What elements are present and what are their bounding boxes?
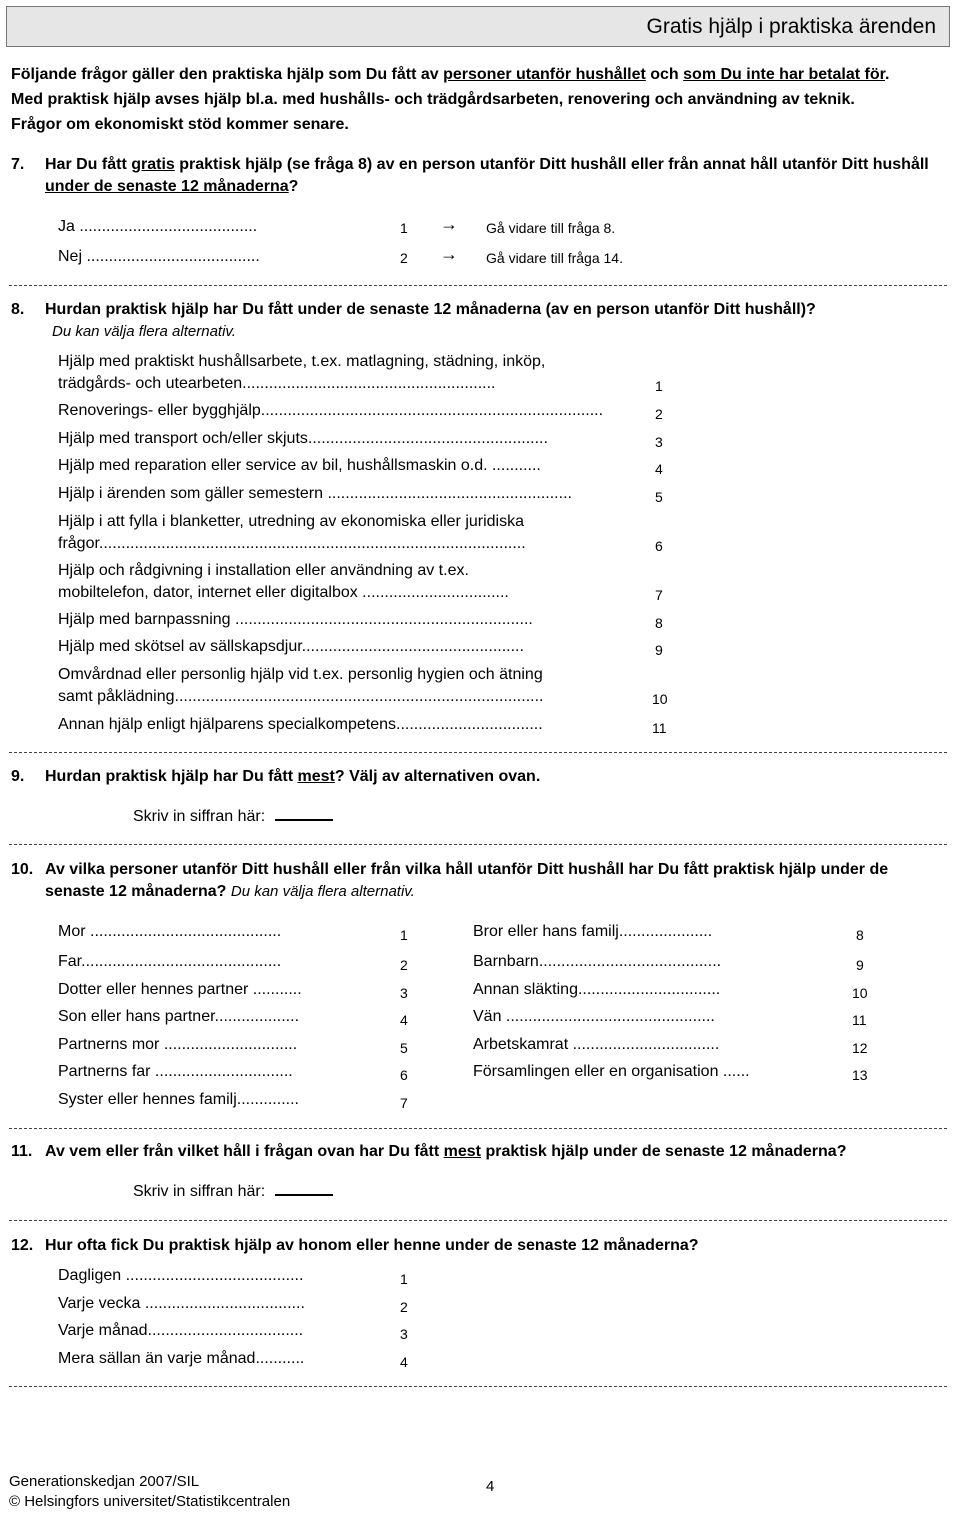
q11-answer-line[interactable] (275, 1184, 333, 1196)
q7-option-ja: Ja ........................................ (58, 218, 258, 235)
q10-code-7[interactable]: 7 (400, 1095, 408, 1111)
q10-option-5: Partnerns mor .............................. (58, 1036, 298, 1053)
q8-option-10-line2: samt påklädning................................................................................... (58, 688, 544, 705)
page-number: 4 (486, 1478, 495, 1495)
q10-code-6[interactable]: 6 (400, 1067, 408, 1083)
question-9-text: Hurdan praktisk hjälp har Du fått mest? Välj av alternativen ovan. (45, 768, 541, 785)
q12-option-4: Mera sällan än varje månad........... (58, 1350, 305, 1367)
q8-code-6[interactable]: 6 (655, 538, 663, 554)
arrow-right-icon: → (440, 244, 458, 264)
q8-option-4: Hjälp med reparation eller service av bil, hushållsmaskin o.d. ........... (58, 457, 541, 474)
q8-option-9: Hjälp med skötsel av sällskapsdjur.................................................. (58, 638, 524, 655)
q8-code-9[interactable]: 9 (655, 642, 663, 658)
question-7-number: 7. (11, 156, 25, 173)
q8-option-7-line1: Hjälp och rådgivning i installation eller användning av t.ex. (58, 562, 469, 579)
q7-code-2[interactable]: 2 (400, 250, 408, 266)
q8-option-8: Hjälp med barnpassning ................................................................... (58, 611, 533, 628)
q11-write-label: Skriv in siffran här: (133, 1183, 266, 1200)
q10-code-10[interactable]: 10 (852, 985, 868, 1001)
intro-line-1: Följande frågor gäller den praktiska hjälp som Du fått av personer utanför hushållet och som Du inte har betalat för. (11, 66, 890, 83)
q7-code-1[interactable]: 1 (400, 220, 408, 236)
divider (9, 1128, 947, 1129)
q7-option-nej: Nej ....................................... (58, 248, 260, 265)
page-header (6, 6, 950, 47)
q8-code-11[interactable]: 11 (652, 720, 667, 736)
q10-option-8: Bror eller hans familj..................... (473, 923, 713, 940)
question-7-text: Har Du fått gratis praktisk hjälp (se fråga 8) av en person utanför Ditt hushåll eller från annat håll utanför Ditt hushåll under de senaste 12 månaderna? (45, 156, 929, 195)
q10-option-2: Far............................................. (58, 953, 282, 970)
q10-code-2[interactable]: 2 (400, 957, 408, 973)
q10-code-5[interactable]: 5 (400, 1040, 408, 1056)
q10-code-11[interactable]: 11 (852, 1012, 867, 1028)
q9-write-label: Skriv in siffran här: (133, 808, 266, 825)
footer-line-1: Generationskedjan 2007/SIL (9, 1473, 200, 1490)
question-10-text: Av vilka personer utanför Ditt hushåll eller från vilka håll utanför Ditt hushåll har Du fått praktisk hjälp under de senaste 12 månaderna? Du kan välja flera alternativ. (45, 861, 889, 900)
question-8-number: 8. (11, 301, 25, 318)
footer-line-2: © Helsingfors universitet/Statistikcentralen (9, 1493, 291, 1510)
intro-line-3: Frågor om ekonomiskt stöd kommer senare. (11, 116, 349, 133)
intro-line-2: Med praktisk hjälp avses hjälp bl.a. med hushålls- och trädgårdsarbeten, renovering och användning av teknik. (11, 91, 855, 108)
divider (9, 844, 947, 845)
q10-option-12: Arbetskamrat ................................. (473, 1036, 720, 1053)
q8-option-6-line1: Hjälp i att fylla i blanketter, utredning av ekonomiska eller juridiska (58, 513, 525, 530)
q10-option-10: Annan släkting................................ (473, 981, 721, 998)
question-8-hint: Du kan välja flera alternativ. (52, 323, 236, 340)
q7-goto-1: Gå vidare till fråga 8. (486, 220, 616, 236)
q12-code-2[interactable]: 2 (400, 1299, 408, 1315)
q8-code-4[interactable]: 4 (655, 461, 663, 477)
q10-code-8[interactable]: 8 (856, 927, 864, 943)
question-9-number: 9. (11, 768, 25, 785)
q8-code-10[interactable]: 10 (652, 691, 668, 707)
q10-option-11: Vän ............................................... (473, 1008, 715, 1025)
page-title: Gratis hjälp i praktiska ärenden (646, 15, 936, 38)
q12-option-1: Dagligen ........................................ (58, 1267, 304, 1284)
q10-option-1: Mor ........................................... (58, 923, 282, 940)
q10-code-12[interactable]: 12 (852, 1040, 868, 1056)
q10-option-4: Son eller hans partner................... (58, 1008, 300, 1025)
q8-option-6-line2: frågor................................................................................................ (58, 535, 526, 552)
q10-option-3: Dotter eller hennes partner ........... (58, 981, 302, 998)
q10-code-1[interactable]: 1 (400, 927, 408, 943)
q8-code-7[interactable]: 7 (655, 587, 663, 603)
q8-code-1[interactable]: 1 (655, 378, 663, 394)
q12-code-3[interactable]: 3 (400, 1326, 408, 1342)
question-10-number: 10. (11, 861, 34, 878)
question-11-number: 11. (11, 1143, 33, 1160)
q8-option-2: Renoverings- eller bygghjälp............................................................................. (58, 402, 604, 419)
q8-option-3: Hjälp med transport och/eller skjuts...................................................... (58, 430, 548, 447)
question-12-number: 12. (11, 1237, 34, 1254)
q9-write-in (133, 808, 333, 826)
q8-option-11: Annan hjälp enligt hjälparens specialkompetens................................. (58, 716, 543, 733)
q8-option-5: Hjälp i ärenden som gäller semestern ....................................................... (58, 485, 572, 502)
divider (9, 1220, 947, 1221)
q10-option-6: Partnerns far ............................... (58, 1063, 293, 1080)
q7-goto-2: Gå vidare till fråga 14. (486, 250, 623, 266)
q10-option-7: Syster eller hennes familj.............. (58, 1091, 299, 1108)
q8-option-10-line1: Omvårdnad eller personlig hjälp vid t.ex. personlig hygien och ätning (58, 666, 543, 683)
question-11-text: Av vem eller från vilket håll i frågan ovan har Du fått mest praktisk hjälp under de senaste 12 månaderna? (45, 1143, 847, 1160)
divider (9, 285, 947, 286)
q12-code-4[interactable]: 4 (400, 1354, 408, 1370)
q8-option-7-line2: mobiltelefon, dator, internet eller digitalbox ................................. (58, 584, 509, 601)
q8-option-1-line1: Hjälp med praktiskt hushållsarbete, t.ex. matlagning, städning, inköp, (58, 353, 546, 370)
q8-code-8[interactable]: 8 (655, 615, 663, 631)
question-8-text: Hurdan praktisk hjälp har Du fått under de senaste 12 månaderna (av en person utanför Ditt hushåll)? (45, 301, 816, 318)
q10-code-4[interactable]: 4 (400, 1012, 408, 1028)
q10-code-13[interactable]: 13 (852, 1067, 868, 1083)
q10-code-3[interactable]: 3 (400, 985, 408, 1001)
divider (9, 752, 947, 753)
q8-option-1-line2: trädgårds- och utearbeten......................................................... (58, 375, 496, 392)
q8-code-3[interactable]: 3 (655, 434, 663, 450)
q12-option-2: Varje vecka .................................... (58, 1295, 305, 1312)
q10-option-13: Församlingen eller en organisation ...... (473, 1063, 750, 1080)
q9-answer-line[interactable] (275, 809, 333, 821)
question-12-text: Hur ofta fick Du praktisk hjälp av honom eller henne under de senaste 12 månaderna? (45, 1237, 699, 1254)
q8-code-2[interactable]: 2 (655, 406, 663, 422)
q10-option-9: Barnbarn......................................... (473, 953, 722, 970)
q10-code-9[interactable]: 9 (856, 957, 864, 973)
q12-option-3: Varje månad................................... (58, 1322, 304, 1339)
arrow-right-icon: → (440, 214, 458, 234)
divider (9, 1386, 947, 1387)
q8-code-5[interactable]: 5 (655, 489, 663, 505)
q12-code-1[interactable]: 1 (400, 1271, 408, 1287)
q11-write-in (133, 1183, 333, 1201)
